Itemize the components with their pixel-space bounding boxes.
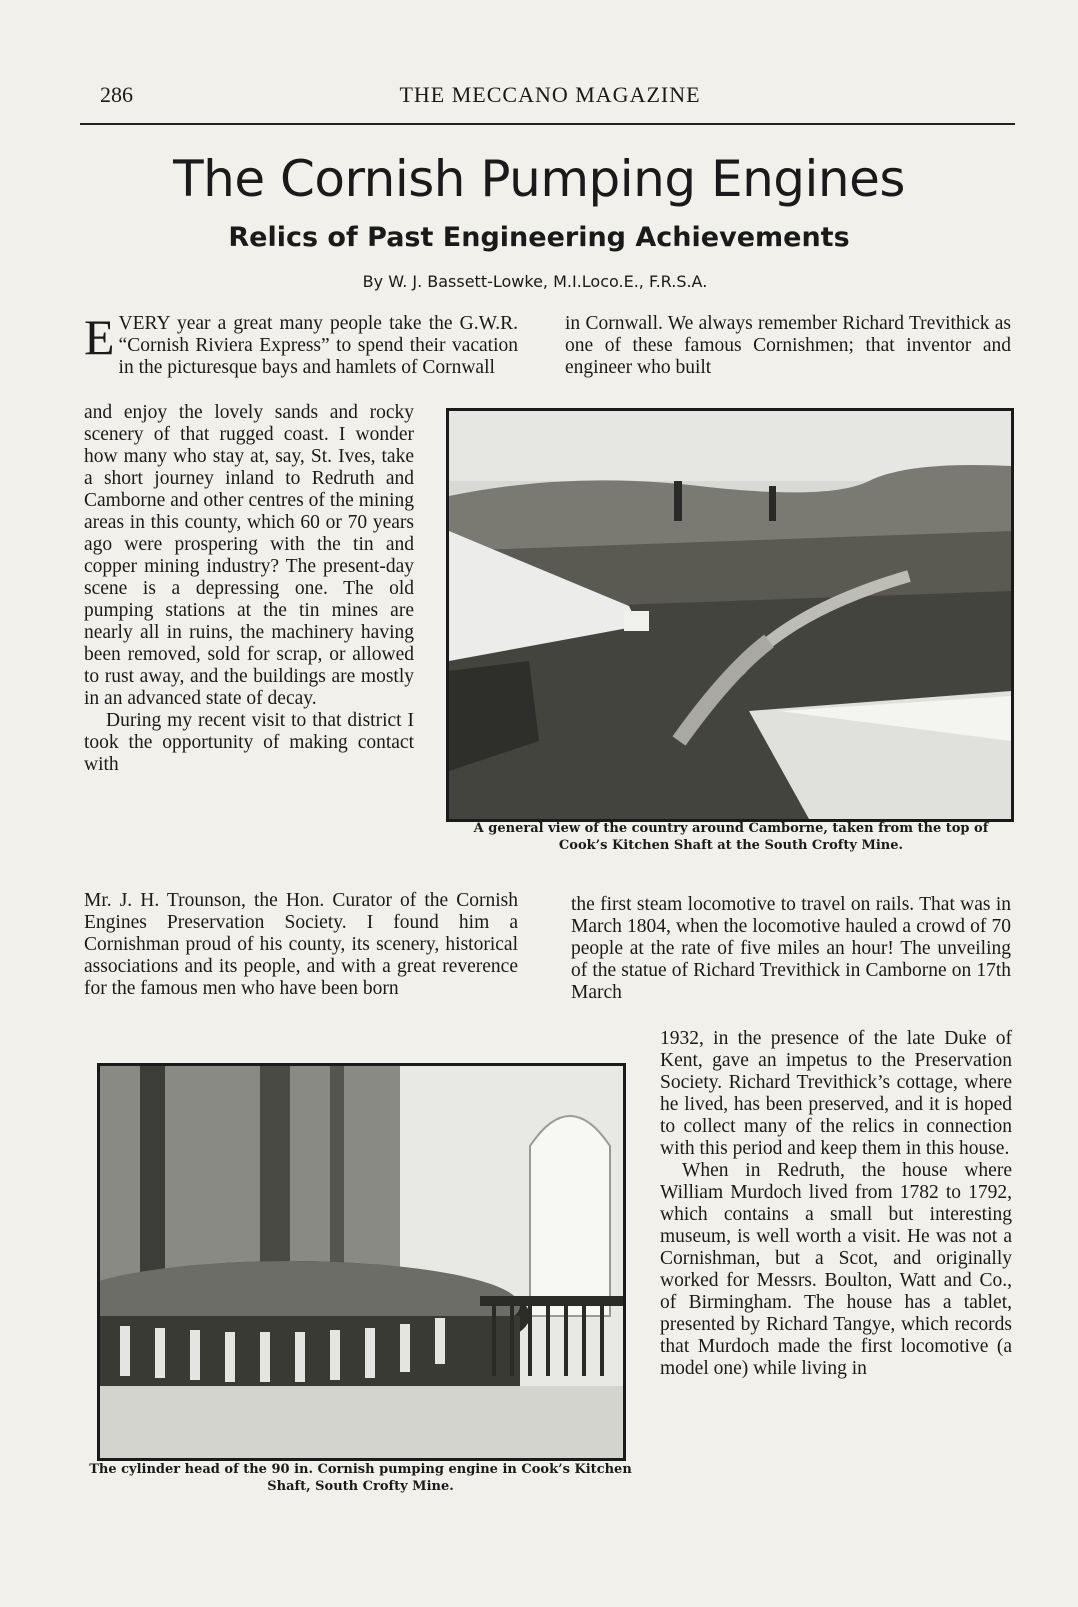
camborne-photo bbox=[446, 408, 1014, 822]
drop-cap: E bbox=[84, 309, 115, 365]
cylinder-photo bbox=[97, 1063, 626, 1461]
preservation-text: 1932, in the presence of the late Duke of Kent, gave an impetus to the Preservation Society. Richard Trevithick’s cottage, where he lived, has been preserved, and it is hoped to collect many of the relics in connection with this period and keep them in this house. bbox=[660, 1028, 1012, 1159]
magazine-title: THE MECCANO MAGAZINE bbox=[399, 82, 701, 107]
byline: By W. J. Bassett-Lowke, M.I.Loco.E., F.R.S.A. bbox=[362, 272, 708, 291]
article-title: The Cornish Pumping Engines bbox=[173, 150, 905, 208]
intro-paragraph-narrow bbox=[84, 402, 414, 776]
locomotive-text: the first steam locomotive to travel on rails. That was in March 1804, when the locomotive hauled a crowd of 70 people at the rate of five miles an hour! The unveiling of the statue of Richard Trevithick in Camborne on 17th March bbox=[571, 894, 1011, 1003]
visit-text-a: During my recent visit to that district I took the opportunity of making contact with bbox=[84, 710, 414, 775]
intro-text-b: and enjoy the lovely sands and rocky scenery of that rugged coast. I wonder how many who stay at, say, St. Ives, take a short journey inland to Redruth and Camborne and other centres of the mining areas in this county, which 60 or 70 years ago were prospering with the tin and copper mining industry? The present-day scene is a depressing one. The old pumping stations at the tin mines are nearly all in ruins, the machinery having been removed, sold for scrap, or allowed to rust away, and the buildings are mostly in an advanced state of decay. bbox=[84, 402, 414, 709]
header-rule bbox=[80, 123, 1015, 125]
camborne-landscape-image bbox=[449, 411, 1011, 819]
camborne-caption: A general view of the country around Camborne, taken from the top of Cook’s Kitchen Shaft at the South Crofty Mine. bbox=[473, 821, 989, 853]
cylinder-caption: The cylinder head of the 90 in. Cornish pumping engine in Cook’s Kitchen Shaft, South Crofty Mine. bbox=[89, 1462, 632, 1494]
page-number: 286 bbox=[100, 82, 133, 107]
cylinder-head-image bbox=[100, 1066, 623, 1458]
right-column-bottom bbox=[660, 1028, 1012, 1380]
murdoch-text: When in Redruth, the house where William Murdoch lived from 1782 to 1792, which contains a small but interesting museum, is well worth a visit. He was not a Cornishman, but a Scot, and originally worked for Messrs. Boulton, Watt and Co., of Birmingham. The house has a tablet, presented by Richard Tangye, which records that Murdoch made the first locomotive (a model one) while living in bbox=[660, 1160, 1012, 1379]
visit-paragraph bbox=[84, 890, 518, 1000]
running-head bbox=[80, 82, 1020, 112]
visit-text-b: Mr. J. H. Trounson, the Hon. Curator of the Cornish Engines Preservation Society. I found him a Cornishman proud of his county, its scenery, historical associations and its people, and with a great reverence for the famous men who have been born bbox=[84, 890, 518, 999]
trevithick-text: in Cornwall. We always remember Richard Trevithick as one of these famous Cornishmen; that inventor and engineer who built bbox=[565, 313, 1011, 378]
intro-text-a: VERY year a great many people take the G.W.R. “Cornish Riviera Express” to spend their vacation in the picturesque bays and hamlets of Cornwall bbox=[118, 313, 518, 378]
right-column-top bbox=[565, 313, 1011, 379]
right-column-mid bbox=[571, 894, 1011, 1004]
intro-paragraph-top bbox=[84, 309, 518, 379]
article-subtitle: Relics of Past Engineering Achievements bbox=[228, 222, 850, 253]
